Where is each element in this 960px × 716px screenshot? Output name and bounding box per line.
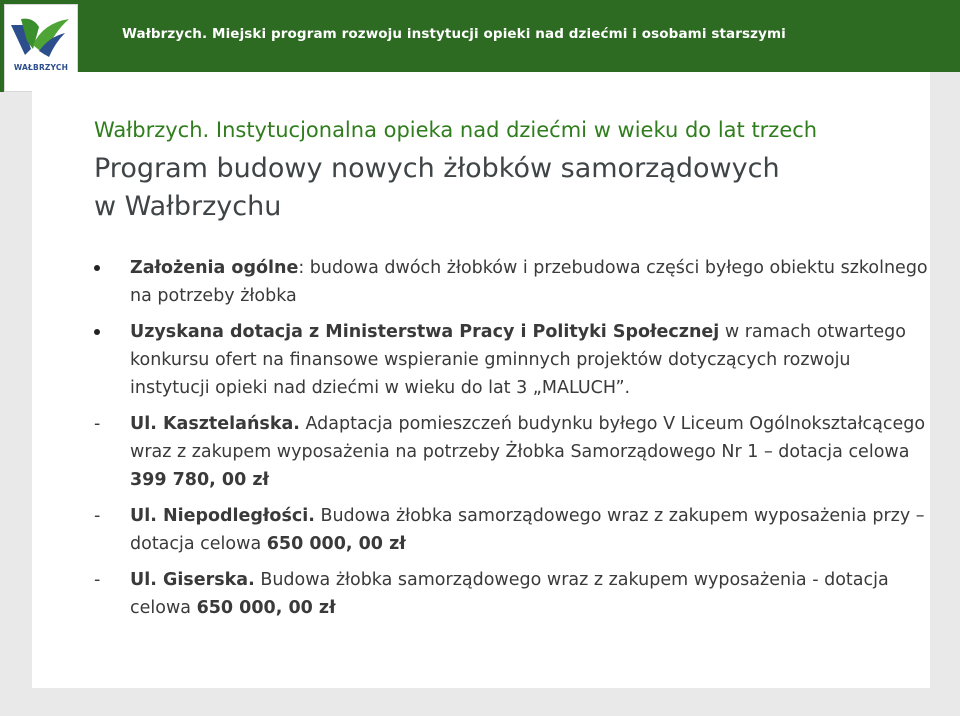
- logo-text: WAŁBRZYCH: [13, 63, 69, 72]
- slide-title-line-2: w Wałbrzychu: [94, 191, 282, 222]
- item-text: Adaptacja pomieszczeń budynku byłego V Liceum Ogólnokształcącego wraz z zakupem wyposażenia na potrzeby Żłobka Samorządowego Nr 1 – dotacja celowa: [130, 414, 926, 462]
- dash-marker: -: [94, 570, 101, 590]
- item-label: Założenia ogólne: [130, 258, 299, 278]
- item-label: Uzyskana dotacja z Ministerstwa Pracy i Polityki Społecznej: [130, 322, 720, 342]
- item-amount: 650 000, 00 zł: [196, 598, 336, 618]
- slide-content: [32, 72, 930, 688]
- list-item: [94, 254, 930, 310]
- list-item: [94, 410, 930, 494]
- item-label: Ul. Kasztelańska.: [130, 414, 300, 434]
- item-label: Ul. Niepodległości.: [130, 506, 315, 526]
- list-item: [94, 318, 930, 402]
- item-amount: 399 780, 00 zł: [130, 470, 270, 490]
- list-item: [94, 502, 930, 558]
- item-text: Budowa żłobka samorządowego wraz z zakupem wyposażenia - dotacja celowa: [130, 570, 889, 618]
- header-title: Wałbrzych. Miejski program rozwoju instytucji opieki nad dziećmi i osobami starszymi: [122, 26, 786, 42]
- right-margin: [930, 72, 960, 716]
- item-text: Budowa żłobka samorządowego wraz z zakupem wyposażenia przy – dotacja celowa: [130, 506, 925, 554]
- slide-body: [94, 254, 930, 630]
- left-margin: [0, 92, 32, 716]
- item-amount: 650 000, 00 zł: [266, 534, 406, 554]
- walbrzych-logo-icon: [9, 15, 73, 59]
- item-text: : budowa dwóch żłobków i przebudowa części byłego obiektu szkolnego na potrzeby żłobka: [130, 258, 928, 306]
- slide-subtitle: Wałbrzych. Instytucjonalna opieka nad dziećmi w wieku do lat trzech: [94, 118, 818, 142]
- bottom-margin: [0, 688, 960, 716]
- slide-title-line-1: Program budowy nowych żłobków samorządowych: [94, 153, 780, 184]
- dash-marker: -: [94, 506, 101, 526]
- dash-marker: -: [94, 414, 101, 434]
- slide-title: [94, 150, 914, 226]
- list-item: [94, 566, 930, 622]
- item-label: Ul. Giserska.: [130, 570, 255, 590]
- item-text: w ramach otwartego konkursu ofert na finansowe wspieranie gminnych projektów dotyczących rozwoju instytucji opieki nad dziećmi w wieku do lat 3 „MALUCH”.: [130, 322, 906, 398]
